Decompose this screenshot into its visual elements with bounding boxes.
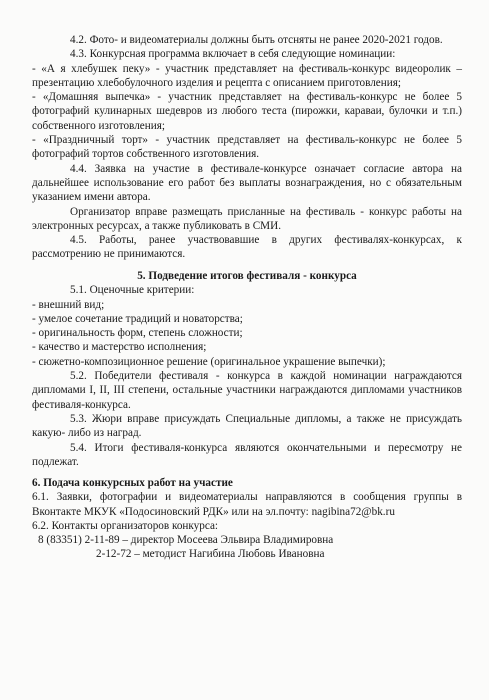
nomination-item: - «Домашняя выпечка» - участник представляет на фестиваль-конкурс не более 5 фотографий кулинарных шедевров из любого теста (пирожки, караваи, булочки и т.п.) собственного изготовления; [32,91,462,132]
criteria-item: - сюжетно-композиционное решение (оригинальное украшение выпечки); [32,355,386,368]
section-5-block [32,269,462,469]
paragraph-6-2: 6.2. Контакты организаторов конкурса: [32,519,219,532]
paragraph-5-2: 5.2. Победители фестиваля - конкурса в каждой номинации награждаются дипломами I, II, III степени, остальные участники награждаются дипломами участников фестиваля-конкурса. [32,370,462,411]
nomination-item: - «А я хлебушек пеку» - участник представляет на фестиваль-конкурс видеоролик – презентацию хлебобулочного изделия и рецепта с описанием приготовления; [32,62,462,89]
section-5-title: 5. Подведение итогов фестиваля - конкурса [137,270,357,282]
paragraph-4-2: 4.2. Фото- и видеоматериалы должны быть отсняты не ранее 2020-2021 годов. [70,34,443,46]
paragraph-5-4: 5.4. Итоги фестиваля-конкурса являются окончательными и пересмотру не подлежат. [32,441,462,468]
paragraph-5-3: 5.3. Жюри вправе присуждать Специальные дипломы, а также не присуждать какую- либо из наград. [32,412,462,440]
contact-methodist: 2-12-72 – методист Нагибина Любовь Ивановна [96,548,325,561]
criteria-item: - качество и мастерство исполнения; [32,341,207,354]
nomination-item: - «Праздничный торт» - участник представляет на фестиваль-конкурс не более 5 фотографий тортов собственного изготовления. [32,134,462,161]
paragraph-4-4: 4.4. Заявка на участие в фестивале-конкурсе означает согласие автора на дальнейшее использование его работ без выплаты вознаграждения, но с обязательным указанием имени автора. [32,162,462,204]
paragraph-organizer: Организатор вправе размещать присланные на фестиваль - конкурс работы на электронных ресурсах, а также публиковать в СМИ. [32,205,462,232]
paragraph-4-3-intro: 4.3. Конкурсная программа включает в себя следующие номинации: [70,48,396,61]
section-6-block [32,476,462,562]
criteria-item: - умелое сочетание традиций и новаторства; [32,312,243,325]
section-6-title: 6. Подача конкурсных работ на участие [32,477,233,489]
contact-director: 8 (83351) 2-11-89 – директор Мосеева Эльвира Владимировна [38,534,334,547]
paragraph-4-5: 4.5. Работы, ранее участвовавшие в других фестивалях-конкурсах, к рассмотрению не принимаются. [32,234,462,261]
criteria-item: - оригинальность форм, степень сложности; [32,327,243,340]
criteria-item: - внешний вид; [32,298,105,311]
paragraph-5-1: 5.1. Оценочные критерии: [70,284,195,297]
section-4-block [32,33,462,262]
paragraph-6-1: 6.1. Заявки, фотографии и видеоматериалы направляются в сообщения группы в Вконтакте МКУК «Подосиновский РДК» или на эл.почту: nagibina72@bk.ru [32,491,462,518]
